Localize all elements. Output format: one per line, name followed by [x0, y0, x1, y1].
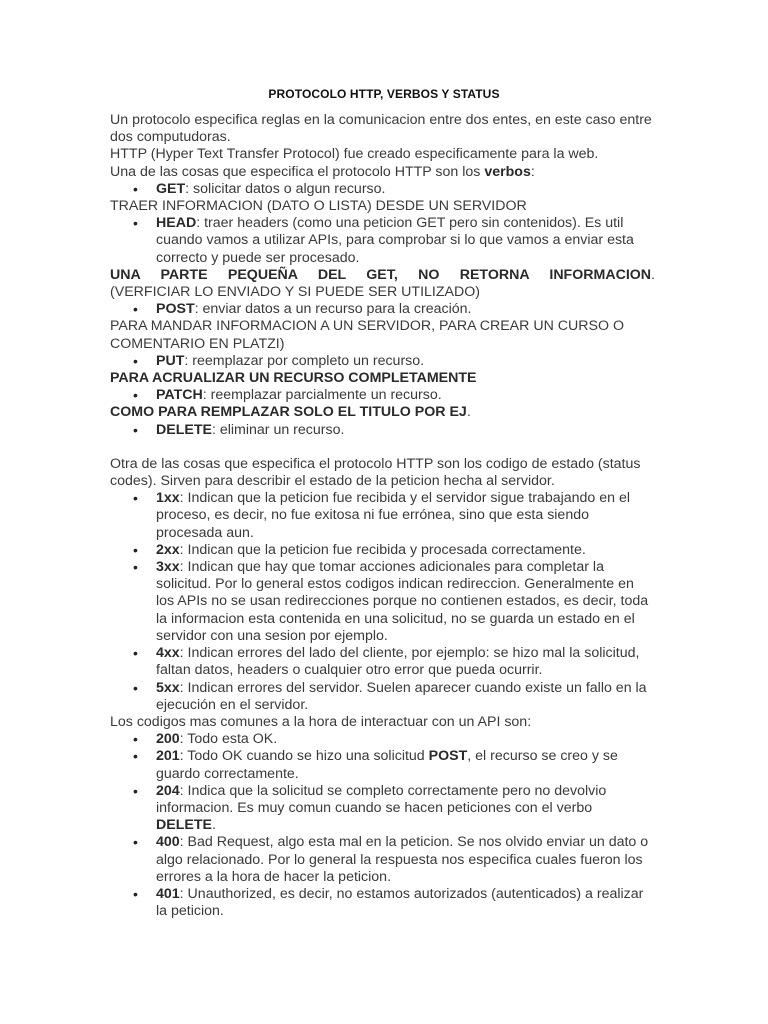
list-item: • POST: enviar datos a un recurso para la creación. — [110, 301, 655, 318]
list-item: • 201: Todo OK cuando se hizo una solicitud POST, el recurso se creo y se guardo correctamente. — [110, 748, 655, 782]
list-item: • HEAD: traer headers (como una peticion GET pero sin contenidos). Es util cuando vamos a utilizar APIs, para comprobar si lo que vamos a enviar esta correcto y puede ser procesado. — [110, 215, 655, 267]
get-note: TRAER INFORMACION (DATO O LISTA) DESDE UN SERVIDOR — [110, 198, 527, 215]
verbs-list-get — [110, 181, 655, 198]
list-item: • 401: Unauthorized, es decir, no estamos autorizados (autenticados) a realizar la peticion. — [110, 886, 655, 920]
list-item: • 200: Todo esta OK. — [110, 731, 655, 748]
patch-note: COMO PARA REMPLAZAR SOLO EL TITULO POR EJ. — [110, 404, 471, 421]
common-codes-intro: Los codigos mas comunes a la hora de interactuar con un API son: — [110, 713, 532, 730]
verbs-list-patch — [110, 387, 655, 404]
common-codes-list — [110, 731, 655, 920]
list-item: • 4xx: Indican errores del lado del cliente, por ejemplo: se hizo mal la solicitud, faltan datos, headers o cualquier otro error que pueda ocurrir. — [110, 645, 655, 679]
spacer — [110, 439, 655, 456]
list-item: • 400: Bad Request, algo esta mal en la peticion. Se nos olvido enviar un dato o algo relacionado. Por lo general la respuesta nos especifica cuales fueron los errores a la hora de hacer la peticion. — [110, 834, 655, 886]
list-item: • 3xx: Indican que hay que tomar acciones adicionales para completar la solicitud. Por lo general estos codigos indican redireccion. Generalmente en los APIs no se usan redirecciones porque no contienen estados, es decir, toda la informacion esta contenida en una solicitud, no se guarda un estado en el servidor con una sesion por ejemplo. — [110, 559, 655, 645]
page-title: PROTOCOLO HTTP, VERBOS Y STATUS — [268, 87, 500, 101]
http-definition: HTTP (Hyper Text Transfer Protocol) fue creado especificamente para la web. — [110, 146, 599, 163]
list-item: • DELETE: eliminar un recurso. — [110, 422, 655, 439]
list-item: • 204: Indica que la solicitud se completo correctamente pero no devolvio informacion. Es muy comun cuando se hacen peticiones con el verbo DELETE. — [110, 783, 655, 835]
post-note: PARA MANDAR INFORMACION A UN SERVIDOR, PARA CREAR UN CURSO O COMENTARIO EN PLATZI) — [110, 318, 624, 352]
list-item: • PUT: reemplazar por completo un recurso. — [110, 353, 655, 370]
status-intro: Otra de las cosas que especifica el protocolo HTTP son los codigo de estado (status codes). Sirven para describir el estado de la peticion hecha al servidor. — [110, 455, 641, 490]
put-note: PARA ACRUALIZAR UN RECURSO COMPLETAMENTE — [110, 370, 477, 387]
verbs-list-put — [110, 353, 655, 370]
verbs-intro: Una de las cosas que especifica el protocolo HTTP son los verbos: — [110, 163, 535, 180]
list-item: • 1xx: Indican que la peticion fue recibida y el servidor sigue trabajando en el proceso, es decir, no fue exitosa ni fue errónea, sino que esta siendo procesada aun. — [110, 490, 655, 542]
list-item: • PATCH: reemplazar parcialmente un recurso. — [110, 387, 655, 404]
list-item: • 5xx: Indican errores del servidor. Suelen aparecer cuando existe un fallo en la ejecución en el servidor. — [110, 680, 655, 714]
head-note: (VERFICIAR LO ENVIADO Y SI PUEDE SER UTILIZADO) — [110, 284, 481, 301]
verbs-list-post — [110, 301, 655, 318]
head-note-bold: UNA PARTE PEQUEÑA DEL GET, NO RETORNA INFORMACION. — [110, 266, 655, 283]
list-item: • GET: solicitar datos o algun recurso. — [110, 181, 655, 198]
list-item: • 2xx: Indican que la peticion fue recibida y procesada correctamente. — [110, 542, 655, 559]
document-body — [110, 112, 655, 920]
verbs-list-delete — [110, 422, 655, 439]
status-list — [110, 490, 655, 714]
verbs-list-head — [110, 215, 655, 267]
intro-paragraph: Un protocolo especifica reglas en la comunicacion entre dos entes, en este caso entre dos computudoras. — [110, 112, 652, 146]
